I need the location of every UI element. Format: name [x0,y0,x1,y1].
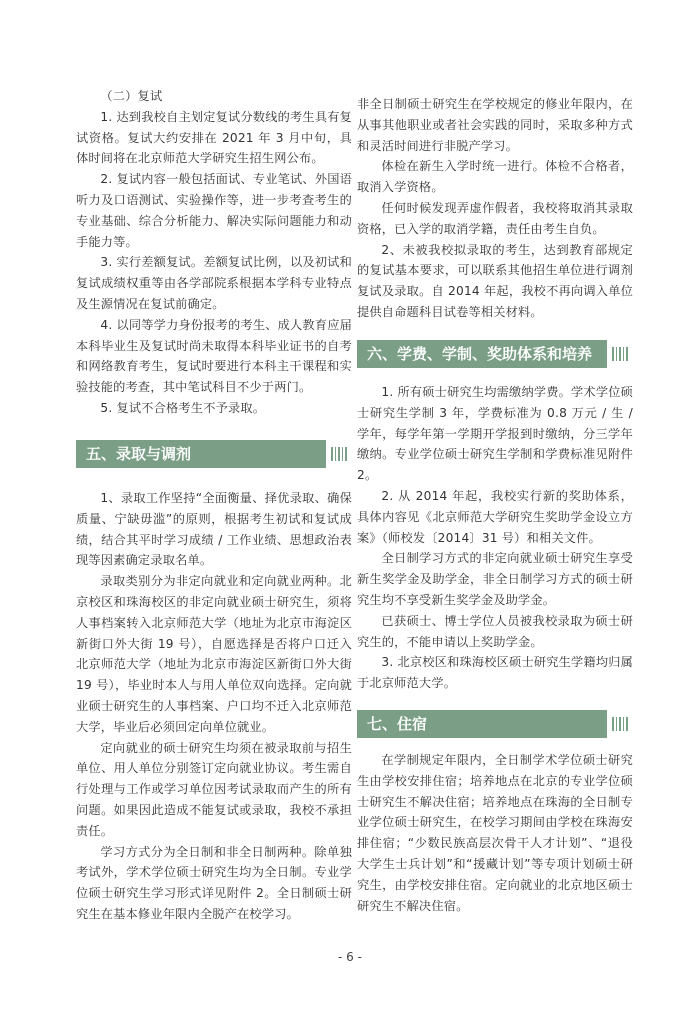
barcode-ornament-icon [326,440,352,468]
section-title: 六、学费、学制、奖助体系和培养 [367,345,593,363]
right-column-section7 [357,750,633,916]
subsection-title-fushi: （二）复试 [100,89,163,103]
barcode-ornament-icon [607,340,633,368]
paragraph: 体检在新生入学时统一进行。体检不合格者，取消入学资格。 [357,159,633,195]
paragraph: 非全日制硕士研究生在学校规定的修业年限内，在从事其他职业或者社会实践的同时，采取多种方式和灵活时间进行非脱产学习。 [357,97,633,153]
left-column [76,86,352,419]
paragraph: 1. 所有硕士研究生均需缴纳学费。学术学位硕士研究生学制 3 年，学费标准为 0.8 万元 / 生 / 学年，每学年第一学期开学报到时缴纳，分三学年缴纳。专业学位硕士研究生学制和学费标准见附件 2。 [357,385,633,483]
paragraph: 任何时候发现弄虚作假者，我校将取消其录取资格，已入学的取消学籍，责任由考生自负。 [357,200,633,236]
section-heading-7 [357,710,633,738]
section-heading-6 [357,340,633,368]
paragraph: 3. 实行差额复试。差额复试比例，以及初试和复试成绩权重等由各学部院系根据本学科专业特点及生源情况在复试前确定。 [76,255,352,311]
right-column-section6 [357,382,633,694]
paragraph: 2. 从 2014 年起，我校实行新的奖助体系，具体内容见《北京师范大学研究生奖助学金设立方案》（师校发〔2014〕31 号）和相关文件。 [357,488,633,545]
paragraph: 1. 达到我校自主划定复试分数线的考生具有复试资格。复试大约安排在 2021 年 3 月中旬，具体时间将在北京师范大学研究生招生网公布。 [76,109,352,166]
paragraph: 4. 以同等学力身份报考的考生、成人教育应届本科毕业生及复试时尚未取得本科毕业证书的自考和网络教育考生，复试时要进行本科主干课程和实验技能的考查，其中笔试科目不少于两门。 [76,317,352,395]
paragraph: 录取类别分为非定向就业和定向就业两种。北京校区和珠海校区的非定向就业硕士研究生，须将人事档案转入北京师范大学（地址为北京市海淀区新街口外大街 19 号），自愿选择是否将户口迁入北京师范大学（地址为北京市海淀区新街口外大街 19 号），毕业时本人与用人单位双向选择。定向就业硕士研究生的人事档案、户口均不迁入北京师范大学，毕业后必须回定向单位就业。 [76,574,352,734]
right-column-top [357,94,633,323]
paragraph: 全日制学习方式的非定向就业硕士研究生享受新生奖学金及助学金，非全日制学习方式的硕士研究生均不享受新生奖学金及助学金。 [357,551,633,607]
left-column-section5 [76,488,352,925]
section-title: 七、住宿 [367,715,428,733]
paragraph: 5. 复试不合格考生不予录取。 [100,400,266,415]
section-heading-5 [76,440,352,468]
paragraph: 已获硕士、博士学位人员被我校录取为硕士研究生的，不能申请以上奖助学金。 [357,613,633,649]
paragraph: 2. 复试内容一般包括面试、专业笔试、外国语听力及口语测试、实验操作等，进一步考查考生的专业基础、综合分析能力、解决实际问题能力和动手能力等。 [76,172,352,249]
page-number: - 6 - [338,950,362,964]
barcode-ornament-icon [607,710,633,738]
section-title: 五、录取与调剂 [86,445,192,463]
paragraph: 1、录取工作坚持“全面衡量、择优录取、确保质量、宁缺毋滥”的原则，根据考生初试和复试成绩，结合其平时学习成绩 / 工作业绩、思想政治表现等因素确定录取名单。 [76,491,352,568]
paragraph: 2、未被我校拟录取的考生，达到教育部规定的复试基本要求，可以联系其他招生单位进行调剂复试及录取。自 2014 年起，我校不再向调入单位提供自命题科目试卷等相关材料。 [357,242,633,319]
paragraph: 定向就业的硕士研究生均须在被录取前与招生单位、用人单位分别签订定向就业协议。考生需自行处理与工作或学习单位因考试录取而产生的所有问题。如果因此造成不能复试或录取，我校不承担责任。 [76,740,352,838]
paragraph: 在学制规定年限内，全日制学术学位硕士研究生由学校安排住宿；培养地点在北京的专业学位硕士研究生不解决住宿；培养地点在珠海的全日制专业学位硕士研究生，在校学习期间由学校在珠海安排住宿；“少数民族高层次骨干人才计划”、“退役大学生士兵计划”和“援藏计划”等专项计划硕士研究生，由学校安排住宿。定向就业的北京地区硕士研究生不解决住宿。 [357,753,633,913]
paragraph: 3. 北京校区和珠海校区硕士研究生学籍均归属于北京师范大学。 [357,655,633,691]
paragraph: 学习方式分为全日制和非全日制两种。除单独考试外，学术学位硕士研究生均为全日制。专业学位硕士研究生学习形式详见附件 2。全日制硕士研究生在基本修业年限内全脱产在校学习。 [76,844,352,921]
